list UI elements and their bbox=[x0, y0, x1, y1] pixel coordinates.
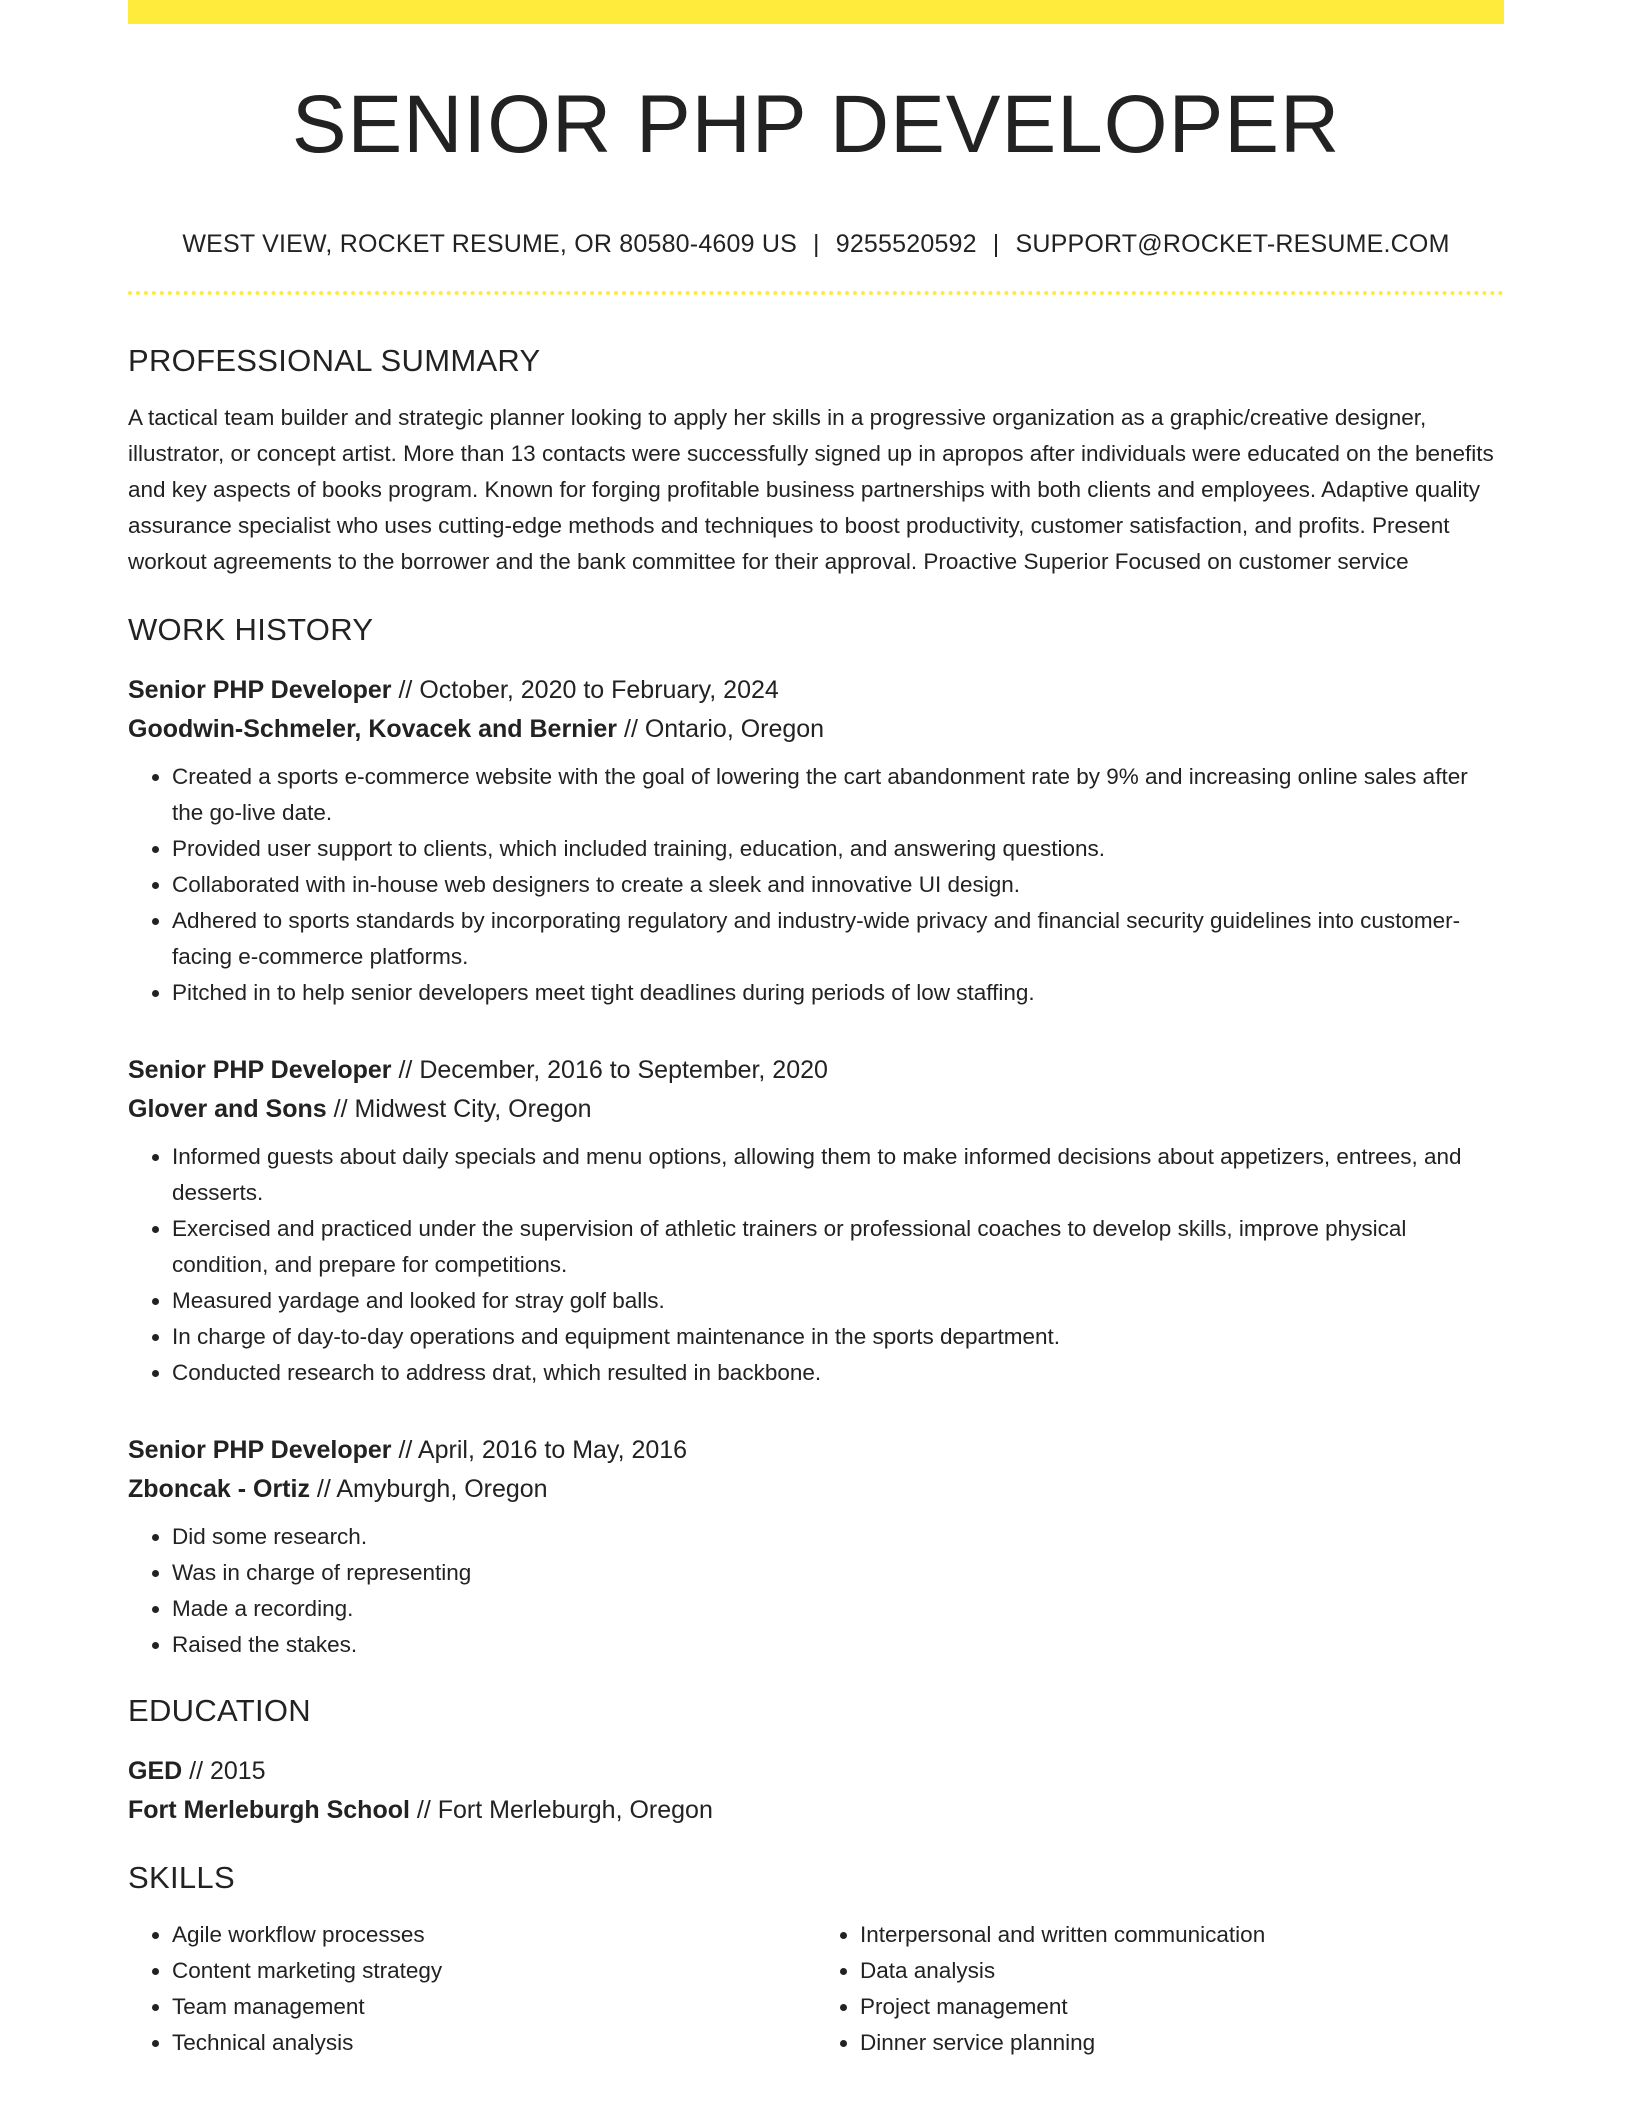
education-location: // Fort Merleburgh, Oregon bbox=[409, 1796, 713, 1824]
section-title-education: EDUCATION bbox=[128, 1693, 311, 1728]
contact-email: SUPPORT@ROCKET-RESUME.COM bbox=[1015, 230, 1450, 258]
section-title-skills: SKILLS bbox=[128, 1860, 235, 1895]
job-company: Goodwin-Schmeler, Kovacek and Bernier bbox=[128, 715, 618, 743]
skill-item: • Technical analysis bbox=[172, 2025, 816, 2061]
job-bullet: • Created a sports e-commerce website with the goal of lowering the cart abandonment rate by 9% and increasing online sales after the go-live date. bbox=[172, 759, 1504, 831]
resume-page bbox=[128, 0, 1504, 2061]
job-bullet: • Collaborated with in-house web designers to create a sleek and innovative UI design. bbox=[172, 867, 1504, 903]
job-role: Senior PHP Developer bbox=[128, 676, 392, 704]
job-bullet: • Provided user support to clients, which included training, education, and answering questions. bbox=[172, 831, 1504, 867]
skill-item: • Dinner service planning bbox=[860, 2025, 1504, 2061]
skills-list-left bbox=[128, 1917, 816, 2061]
job-role: Senior PHP Developer bbox=[128, 1436, 392, 1464]
job-company-line bbox=[128, 1090, 1504, 1129]
education-school-line bbox=[128, 1791, 1504, 1830]
dotted-divider bbox=[128, 291, 1504, 295]
skill-item: • Team management bbox=[172, 1989, 816, 2025]
job-bullet: • Raised the stakes. bbox=[172, 1627, 1504, 1663]
section-title-summary: PROFESSIONAL SUMMARY bbox=[128, 343, 541, 378]
job-bullet: • Adhered to sports standards by incorporating regulatory and industry-wide privacy and financial security guidelines into customer-facing e-commerce platforms. bbox=[172, 903, 1504, 975]
skills-list-right bbox=[816, 1917, 1504, 2061]
job-bullet: • Conducted research to address drat, which resulted in backbone. bbox=[172, 1355, 1504, 1391]
job-bullet: • Measured yardage and looked for stray golf balls. bbox=[172, 1283, 1504, 1319]
job-dates: // October, 2020 to February, 2024 bbox=[391, 676, 779, 704]
job-bullets bbox=[128, 1519, 1504, 1663]
skill-item: • Interpersonal and written communication bbox=[860, 1917, 1504, 1953]
job-company: Glover and Sons bbox=[128, 1095, 327, 1123]
job-bullet: • In charge of day-to-day operations and equipment maintenance in the sports department. bbox=[172, 1319, 1504, 1355]
job-dates: // April, 2016 to May, 2016 bbox=[391, 1436, 688, 1464]
job-company-line bbox=[128, 1470, 1504, 1509]
job-role: Senior PHP Developer bbox=[128, 1056, 392, 1084]
job-bullet: • Informed guests about daily specials and menu options, allowing them to make informed decisions about appetizers, entrees, and desserts. bbox=[172, 1139, 1504, 1211]
education-year: // 2015 bbox=[182, 1757, 266, 1785]
education-degree: GED bbox=[128, 1757, 183, 1785]
job-bullet: • Did some research. bbox=[172, 1519, 1504, 1555]
contact-separator: | bbox=[992, 230, 1000, 258]
job-bullet: • Made a recording. bbox=[172, 1591, 1504, 1627]
job-location: // Amyburgh, Oregon bbox=[309, 1475, 548, 1503]
skills-columns bbox=[128, 1917, 1504, 2061]
contact-address: WEST VIEW, ROCKET RESUME, OR 80580-4609 US bbox=[182, 230, 798, 258]
job-entry bbox=[128, 671, 1504, 1011]
contact-line bbox=[128, 232, 1504, 257]
job-bullet: • Pitched in to help senior developers meet tight deadlines during periods of low staffing. bbox=[172, 975, 1504, 1011]
job-bullet: • Was in charge of representing bbox=[172, 1555, 1504, 1591]
contact-phone: 9255520592 bbox=[835, 230, 977, 258]
education-entry bbox=[128, 1752, 1504, 1830]
education-school: Fort Merleburgh School bbox=[128, 1796, 410, 1824]
skill-item: • Content marketing strategy bbox=[172, 1953, 816, 1989]
skill-item: • Project management bbox=[860, 1989, 1504, 2025]
accent-top-bar bbox=[128, 0, 1504, 24]
job-entry bbox=[128, 1051, 1504, 1391]
resume-name-title: SENIOR PHP DEVELOPER bbox=[291, 79, 1341, 170]
skill-item: • Agile workflow processes bbox=[172, 1917, 816, 1953]
section-title-work-history: WORK HISTORY bbox=[128, 612, 374, 647]
summary-text: A tactical team builder and strategic planner looking to apply her skills in a progressive organization as a graphic/creative designer, illustrator, or concept artist. More than 13 contacts were successfully signed up in apropos after individuals were educated on the benefits and key aspects of books program. Known for forging profitable business partnerships with both clients and employees. Adaptive quality assurance specialist who uses cutting-edge methods and techniques to boost productivity, customer satisfaction, and profits. Present workout agreements to the borrower and the bank committee for their approval. Proactive Superior Focused on customer service bbox=[128, 405, 1494, 574]
job-location: // Ontario, Oregon bbox=[617, 715, 825, 743]
job-role-line bbox=[128, 1051, 1504, 1090]
contact-separator: | bbox=[813, 230, 820, 258]
job-company-line bbox=[128, 710, 1504, 749]
job-bullet: • Exercised and practiced under the supervision of athletic trainers or professional coaches to develop skills, improve physical condition, and prepare for competitions. bbox=[172, 1211, 1504, 1283]
job-role-line bbox=[128, 671, 1504, 710]
job-role-line bbox=[128, 1431, 1504, 1470]
education-degree-line bbox=[128, 1752, 1504, 1791]
job-dates: // December, 2016 to September, 2020 bbox=[391, 1056, 828, 1084]
job-bullets bbox=[128, 1139, 1504, 1391]
job-location: // Midwest City, Oregon bbox=[326, 1095, 592, 1123]
job-company: Zboncak - Ortiz bbox=[128, 1475, 310, 1503]
job-bullets bbox=[128, 759, 1504, 1011]
skill-item: • Data analysis bbox=[860, 1953, 1504, 1989]
job-entry bbox=[128, 1431, 1504, 1663]
